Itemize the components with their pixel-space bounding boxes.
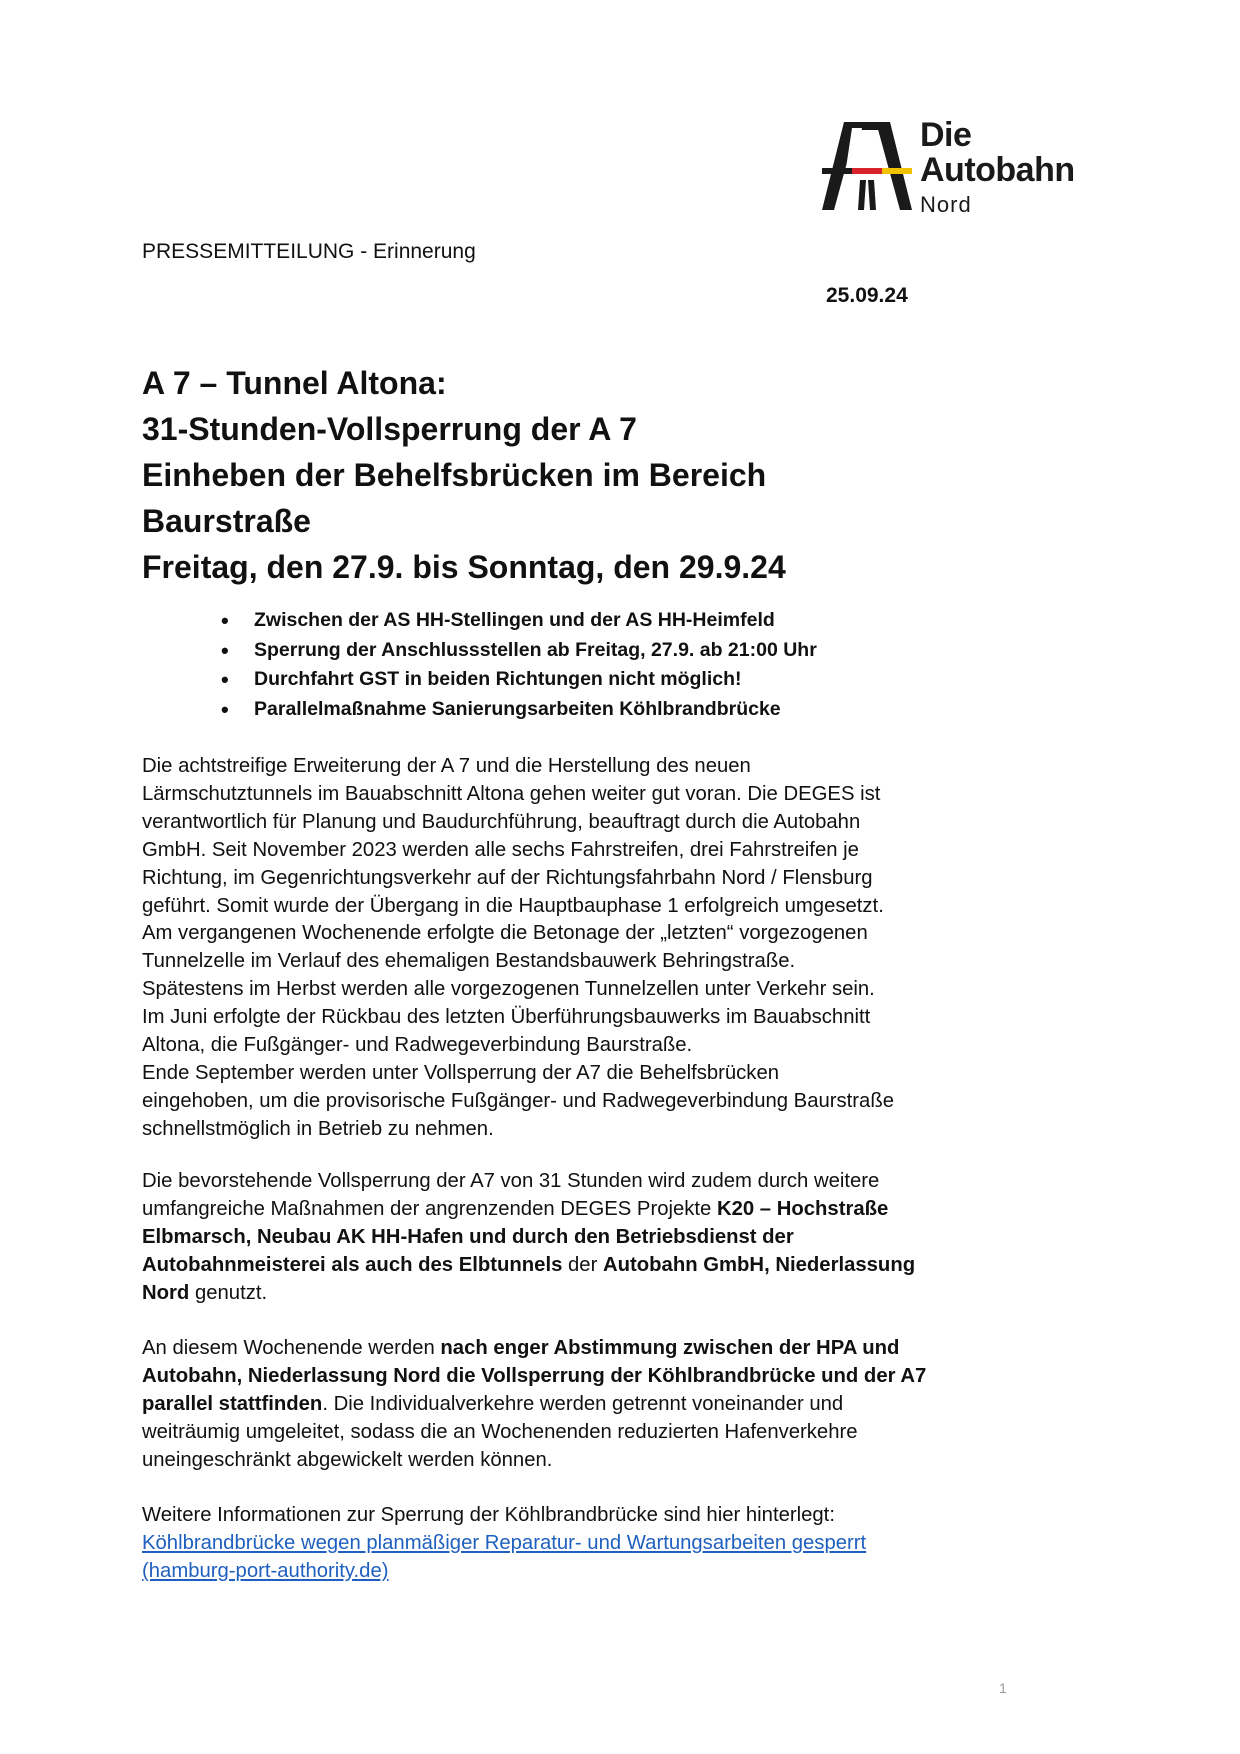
list-item: • Durchfahrt GST in beiden Richtungen nicht möglich!	[142, 665, 962, 695]
text-line	[142, 1196, 922, 1224]
text-line: GmbH. Seit November 2023 werden alle sechs Fahrstreifen, drei Fahrstreifen je	[142, 838, 859, 861]
list-item: • Parallelmaßnahme Sanierungsarbeiten Köhlbrandbrücke	[142, 695, 962, 725]
text-line: Altona, die Fußgänger- und Radwegeverbindung Baurstraße.	[142, 1034, 693, 1057]
text-line: weiträumig umgeleitet, sodass die an Wochenenden reduzierten Hafenverkehre	[142, 1420, 858, 1443]
text-span: . Die Individualverkehre werden getrennt voneinander und	[322, 1392, 844, 1415]
headline	[142, 360, 1042, 590]
paragraph-project-status	[142, 753, 922, 1144]
text-line: geführt. Somit wurde der Übergang in die Hauptbauphase 1 erfolgreich umgesetzt.	[142, 894, 884, 917]
text-line: Am vergangenen Wochenende erfolgte die Betonage der „letzten“ vorgezogenen	[142, 922, 868, 945]
logo-wordmark	[920, 118, 1075, 222]
text-span: der	[562, 1253, 603, 1276]
autobahn-logo-icon	[822, 118, 912, 218]
text-line: Spätestens im Herbst werden alle vorgezogenen Tunnelzellen unter Verkehr sein.	[142, 978, 875, 1001]
bold-text: K20 – Hochstraße	[716, 1197, 889, 1220]
text-line: Lärmschutztunnels im Bauabschnitt Altona gehen weiter gut voran. Die DEGES ist	[142, 782, 881, 805]
paragraph-related-projects	[142, 1168, 922, 1308]
link-text-line[interactable]: (hamburg-port-authority.de)	[142, 1559, 389, 1582]
text-span: genutzt.	[189, 1281, 268, 1304]
bold-text: parallel stattfinden	[142, 1392, 323, 1415]
bold-text: Autobahn, Niederlassung Nord die Vollsperrung der Köhlbrandbrücke und der A7	[142, 1364, 927, 1387]
text-line: Die bevorstehende Vollsperrung der A7 von 31 Stunden wird zudem durch weitere	[142, 1170, 880, 1192]
text-line: Die achtstreifige Erweiterung der A 7 und die Herstellung des neuen	[142, 755, 751, 777]
paragraph-parallel-closure	[142, 1335, 927, 1475]
link-text-line[interactable]: Köhlbrandbrücke wegen planmäßiger Reparatur- und Wartungsarbeiten gesperrt	[142, 1531, 867, 1554]
paragraph-further-info	[142, 1502, 922, 1586]
logo-line-autobahn: Autobahn	[920, 151, 1075, 189]
text-line: Ende September werden unter Vollsperrung der A7 die Behelfsbrücken	[142, 1061, 780, 1084]
press-release-label: PRESSEMITTEILUNG - Erinnerung	[142, 240, 476, 263]
headline-line: Freitag, den 27.9. bis Sonntag, den 29.9.24	[142, 549, 786, 585]
text-line: eingehoben, um die provisorische Fußgänger- und Radwegeverbindung Baurstraße	[142, 1089, 894, 1112]
headline-line: A 7 – Tunnel Altona:	[142, 365, 447, 401]
bold-text: Elbmarsch, Neubau AK HH-Hafen und durch den Betriebsdienst der	[142, 1225, 794, 1248]
text-line: Im Juni erfolgte der Rückbau des letzten Überführungsbauwerks im Bauabschnitt	[142, 1006, 871, 1029]
text-span: umfangreiche Maßnahmen der angrenzenden DEGES Projekte	[142, 1197, 717, 1220]
text-line	[142, 1224, 922, 1252]
logo-line-die: Die	[920, 116, 972, 154]
page-number: 1	[999, 1680, 1007, 1696]
bold-text: Autobahn GmbH, Niederlassung	[602, 1253, 916, 1276]
text-line	[142, 1363, 927, 1391]
headline-line: Baurstraße	[142, 503, 311, 539]
release-date: 25.09.24	[826, 284, 908, 307]
text-span: An diesem Wochenende werden	[142, 1337, 441, 1359]
text-line: Richtung, im Gegenrichtungsverkehr auf der Richtungsfahrbahn Nord / Flensburg	[142, 866, 873, 889]
headline-line: Einheben der Behelfsbrücken im Bereich	[142, 457, 767, 493]
text-line: uneingeschränkt abgewickelt werden können.	[142, 1448, 553, 1471]
text-line: verantwortlich für Planung und Baudurchführung, beauftragt durch die Autobahn	[142, 810, 861, 833]
bold-text: Nord	[142, 1281, 190, 1304]
list-item: • Sperrung der Anschlussstellen ab Freitag, 27.9. ab 21:00 Uhr	[142, 636, 962, 666]
text-line	[142, 1252, 922, 1280]
text-line: schnellstmöglich in Betrieb zu nehmen.	[142, 1117, 494, 1140]
headline-line: 31-Stunden-Vollsperrung der A 7	[142, 411, 637, 447]
logo-line-nord: Nord	[920, 192, 972, 217]
hpa-info-link[interactable]	[142, 1530, 922, 1586]
key-points-list	[142, 606, 962, 724]
bold-text: Autobahnmeisterei als auch des Elbtunnels	[142, 1253, 563, 1276]
text-line	[142, 1335, 922, 1363]
text-line	[142, 1391, 922, 1419]
text-line: Weitere Informationen zur Sperrung der Köhlbrandbrücke sind hier hinterlegt:	[142, 1504, 835, 1526]
text-line	[142, 1280, 922, 1308]
autobahn-logo	[822, 118, 1082, 224]
text-line: Tunnelzelle im Verlauf des ehemaligen Bestandsbauwerk Behringstraße.	[142, 950, 796, 973]
list-item: • Zwischen der AS HH-Stellingen und der AS HH-Heimfeld	[142, 606, 962, 636]
bold-text: nach enger Abstimmung zwischen der HPA und	[440, 1337, 900, 1359]
